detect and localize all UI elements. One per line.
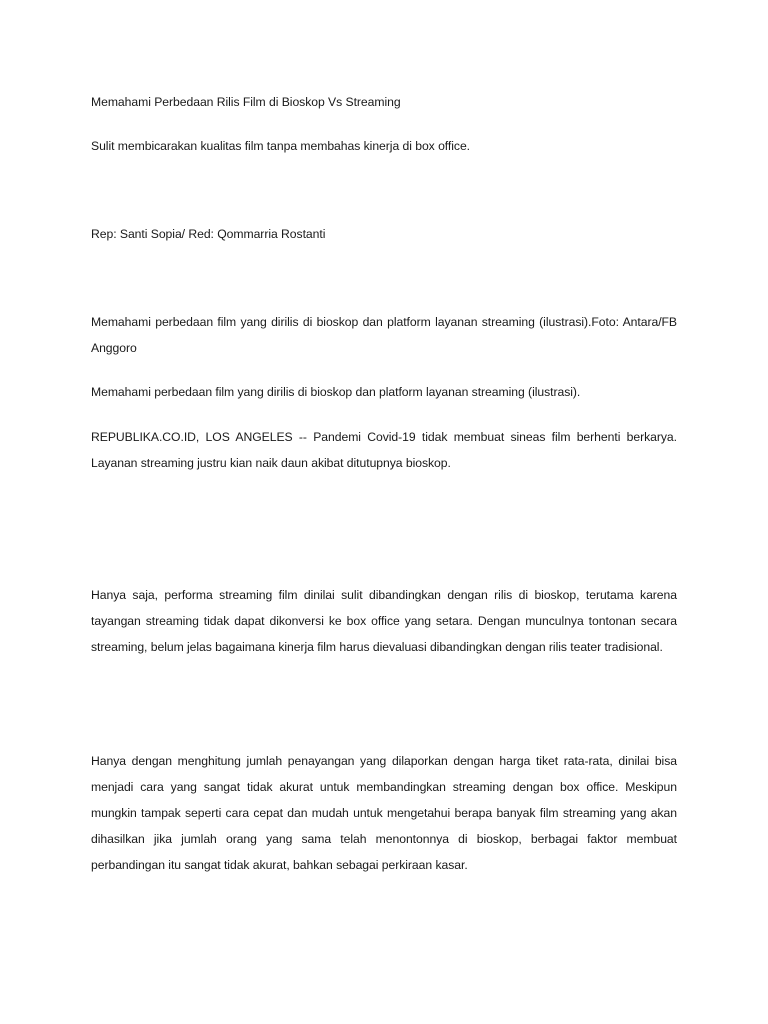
article-title: Memahami Perbedaan Rilis Film di Bioskop Vs Streaming [91, 95, 401, 109]
image-caption: Memahami perbedaan film yang dirilis di bioskop dan platform layanan streaming (ilustrasi). [91, 385, 581, 399]
article-paragraph-2: Hanya saja, performa streaming film dinilai sulit dibandingkan dengan rilis di bioskop, terutama karena tayangan streaming tidak dapat dikonversi ke box office yang setara. Dengan munculnya tontonan secara streaming, belum jelas bagaimana kinerja film harus dievaluasi dibandingkan dengan rilis teater tradisional. [91, 588, 677, 654]
photo-caption: Memahami perbedaan film yang dirilis di bioskop dan platform layanan streaming (ilustrasi).Foto: Antara/FB Anggoro [91, 315, 677, 355]
article-paragraph-3: Hanya dengan menghitung jumlah penayangan yang dilaporkan dengan harga tiket rata-rata, dinilai bisa menjadi cara yang sangat tidak akurat untuk membandingkan streaming dengan box office. Meskipun mungkin tampak seperti cara cepat dan mudah untuk mengetahui berapa banyak film streaming yang akan dihasilkan jika jumlah orang yang sama telah menontonnya di bioskop, berbagai faktor membuat perbandingan itu sangat tidak akurat, bahkan sebagai perkiraan kasar. [91, 754, 677, 872]
article-paragraph-1: REPUBLIKA.CO.ID, LOS ANGELES -- Pandemi Covid-19 tidak membuat sineas film berhenti berkarya. Layanan streaming justru kian naik daun akibat ditutupnya bioskop. [91, 430, 677, 470]
article-byline: Rep: Santi Sopia/ Red: Qommarria Rostanti [91, 227, 326, 241]
article-subtitle: Sulit membicarakan kualitas film tanpa membahas kinerja di box office. [91, 139, 471, 153]
